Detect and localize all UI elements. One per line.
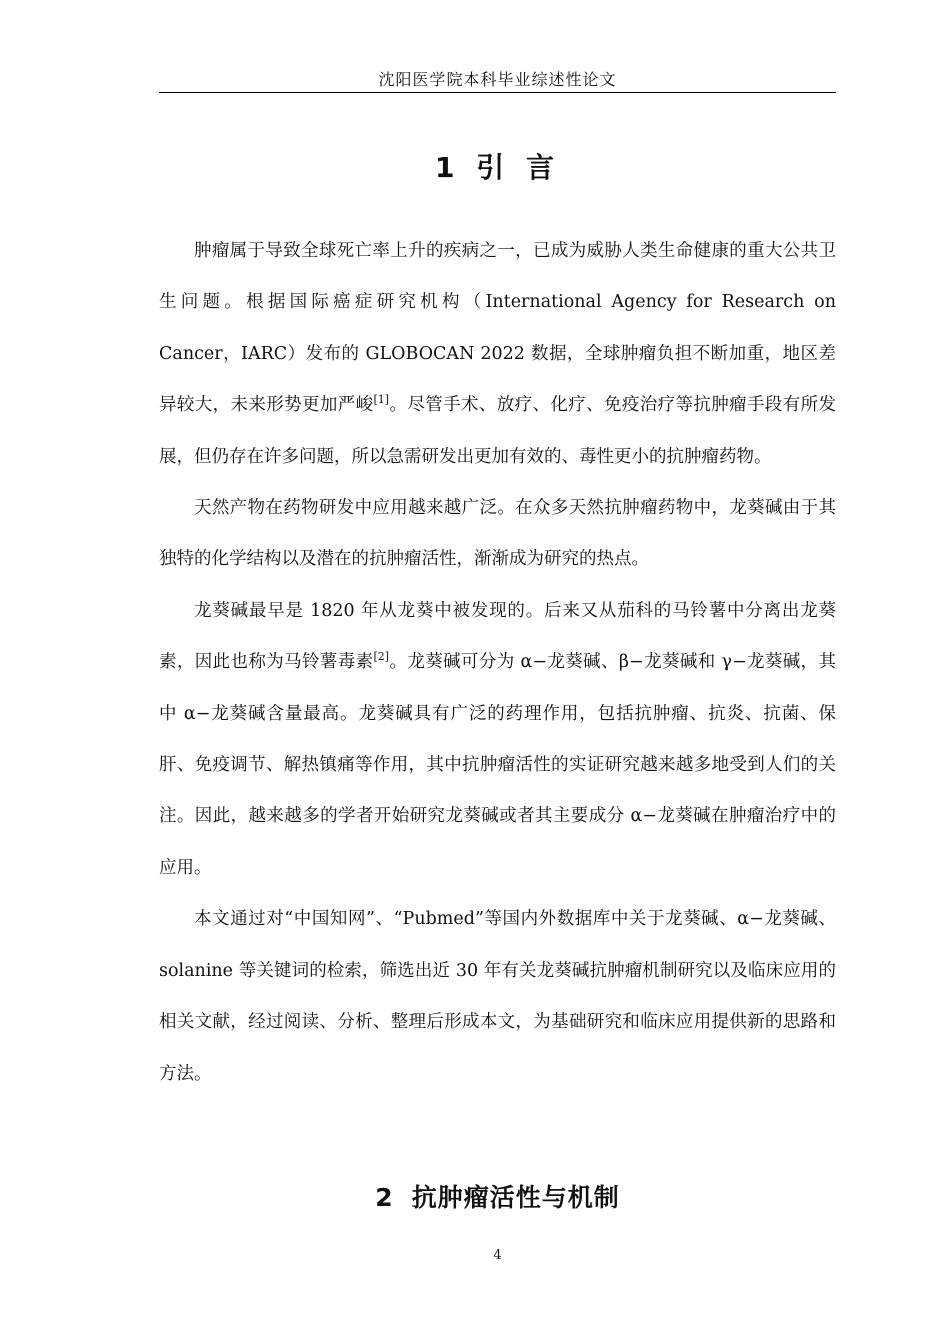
- paragraph: 本文通过对“中国知网”、“Pubmed”等国内外数据库中关于龙葵碱、α−龙葵碱、solanine 等关键词的检索，筛选出近 30 年有关龙葵碱抗肿瘤机制研究以及临床应用的相关文献，经过阅读、分析、整理后形成本文，为基础研究和临床应用提供新的思路和方法。: [159, 909, 836, 1084]
- paragraph: 天然产物在药物研发中应用越来越广泛。在众多天然抗肿瘤药物中，龙葵碱由于其独特的化学结构以及潜在的抗肿瘤活性，渐渐成为研究的热点。: [159, 498, 836, 570]
- section-heading-antitumor: [159, 1178, 836, 1218]
- running-title: 沈阳医学院本科毕业综述性论文: [378, 70, 617, 89]
- section-heading-introduction: 1 引 言: [435, 151, 560, 184]
- section-title: 抗肿瘤活性与机制: [411, 1183, 620, 1212]
- body-text: [159, 226, 836, 1100]
- citation-ref[interactable]: [2]: [373, 650, 390, 664]
- citation-ref[interactable]: [1]: [373, 393, 390, 407]
- paragraph: 龙葵碱最早是 1820 年从龙葵中被发现的。后来又从茄科的马铃薯中分离出龙葵素，因此也称为马铃薯毒素[2]。龙葵碱可分为 α−龙葵碱、β−龙葵碱和 γ−龙葵碱，其中 α−龙葵碱含量最高。龙葵碱具有广泛的药理作用，包括抗肿瘤、抗炎、抗菌、保肝、免疫调节、解热镇痛等作用，其中抗肿瘤活性的实证研究越来越多地受到人们的关注。因此，越来越多的学者开始研究龙葵碱或者其主要成分 α−龙葵碱在肿瘤治疗中的应用。: [159, 600, 837, 878]
- section-number: 2: [375, 1183, 394, 1212]
- paragraph: 肿瘤属于导致全球死亡率上升的疾病之一，已成为威胁人类生命健康的重大公共卫生问题。根据国际癌症研究机构（International Agency for Research on Cancer，IARC）发布的 GLOBOCAN 2022 数据，全球肿瘤负担不断加重，地区差异较大，未来形势更加严峻[1]。尽管手术、放疗、化疗、免疫治疗等抗肿瘤手段有所发展，但仍存在许多问题，所以急需研发出更加有效的、毒性更小的抗肿瘤药物。: [159, 241, 837, 467]
- running-header: [159, 70, 836, 93]
- page-number: 4: [493, 1248, 502, 1263]
